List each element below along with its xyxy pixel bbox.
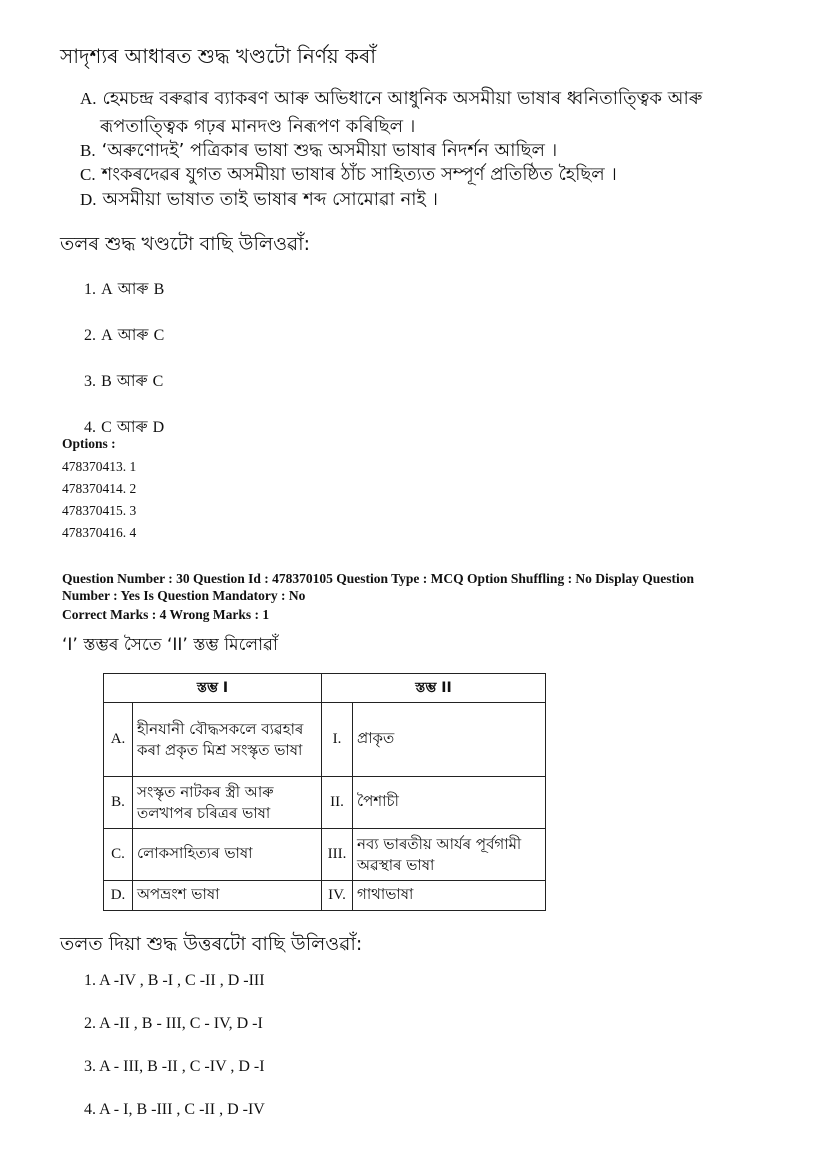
row-value: পৈশাচী [353, 777, 546, 829]
option-item: A [101, 281, 113, 298]
row-key: II. [322, 777, 353, 829]
match-instruction: ‘I’ স্তম্ভৰ সৈতে ‘II’ স্তম্ভ মিলোৱাঁ [62, 635, 278, 655]
statement-a-continuation: ৰূপতাত্ত্বিক গঢ়ৰ মানদণ্ড নিৰূপণ কৰিছিল । [100, 116, 416, 137]
row-key: B. [104, 777, 133, 829]
option-number: 1. [84, 281, 96, 298]
statement-d [80, 187, 780, 212]
statement-label: C. [80, 165, 96, 184]
row-key: D. [104, 881, 133, 911]
statement-label: A. [80, 89, 97, 108]
option-item: A [101, 327, 113, 344]
row-key: C. [104, 829, 133, 881]
option-number: 3. [84, 373, 96, 390]
answer-option-3[interactable]: 3. A - III, B -II , C -IV , D -I [84, 1058, 265, 1075]
statement-c [80, 162, 780, 187]
table-row [104, 777, 546, 829]
table-row [104, 881, 546, 911]
option-conjunction: আৰু [117, 279, 149, 298]
statement-label: B. [80, 141, 96, 160]
option-item: D [152, 419, 165, 436]
statement-text: হেমচন্দ্ৰ বৰুৱাৰ ব্যাকৰণ আৰু অভিধানে আধুনিক অসমীয়া ভাষাৰ ধ্বনিতাত্ত্বিক আৰু [102, 88, 703, 109]
option-item: C [101, 419, 112, 436]
option-item: C [152, 373, 164, 390]
row-value: গাথাভাষা [353, 881, 546, 911]
option-number: 2. [84, 327, 96, 344]
answer-option-3[interactable] [84, 368, 163, 395]
option-conjunction: আৰু [117, 325, 149, 344]
answer-option-2[interactable] [84, 322, 164, 349]
answer-option-4[interactable]: 4. A - I, B -III , C -II , D -IV [84, 1101, 265, 1118]
match-table [103, 673, 546, 911]
answer-option-1[interactable]: 1. A -IV , B -I , C -II , D -III [84, 972, 265, 989]
row-value: লোকসাহিত্যৰ ভাষা [133, 829, 322, 881]
row-value: অপভ্ৰংশ ভাষা [133, 881, 322, 911]
option-id: 478370414. 2 [62, 481, 137, 496]
statement-text: ‘অৰুণোদই’ পত্ৰিকাৰ ভাষা শুদ্ধ অসমীয়া ভাষাৰ নিদৰ্শন আছিল । [101, 140, 558, 161]
column-header: স্তম্ভ II [322, 674, 546, 703]
option-item: B [101, 373, 112, 390]
row-key: A. [104, 703, 133, 777]
row-key: I. [322, 703, 353, 777]
row-key: III. [322, 829, 353, 881]
row-value: নব্য ভাৰতীয় আৰ্যৰ পূৰ্বগামী অৱস্থাৰ ভাষা [353, 829, 546, 881]
row-value: হীনযানী বৌদ্ধসকলে ব্যৱহাৰ কৰা প্ৰকৃত মিশ্ৰ সংস্কৃত ভাষা [133, 703, 322, 777]
marks-line: Correct Marks : 4 Wrong Marks : 1 [62, 607, 270, 622]
table-header-row [104, 674, 546, 703]
options-label: Options : [62, 436, 116, 451]
answer-option-2[interactable]: 2. A -II , B - III, C - IV, D -I [84, 1015, 263, 1032]
table-row [104, 829, 546, 881]
option-item: B [153, 281, 165, 298]
row-value: প্ৰাকৃত [353, 703, 546, 777]
choose-instruction: তলৰ শুদ্ধ খণ্ডটো বাছি উলিওৱাঁ: [60, 233, 311, 255]
option-id: 478370416. 4 [62, 525, 137, 540]
column-header: স্তম্ভ I [104, 674, 322, 703]
statement-b [80, 138, 780, 163]
row-key: IV. [322, 881, 353, 911]
option-conjunction: আৰু [116, 417, 148, 436]
statement-a [80, 86, 780, 111]
question-instruction: সাদৃশ্যৰ আধাৰত শুদ্ধ খণ্ডটো নিৰ্ণয় কৰাঁ [60, 44, 377, 68]
statement-text: শংকৰদেৱৰ যুগত অসমীয়া ভাষাৰ ঠাঁচ সাহিত্যত সম্পূৰ্ণ প্ৰতিষ্ঠিত হৈছিল । [101, 164, 617, 185]
statement-label: D. [80, 190, 97, 209]
option-item: C [153, 327, 165, 344]
option-conjunction: আৰু [116, 371, 148, 390]
question-meta-line: Question Number : 30 Question Id : 478370105 Question Type : MCQ Option Shuffling : No Display Question [62, 571, 694, 586]
answer-option-1[interactable] [84, 276, 164, 303]
question-meta-line: Number : Yes Is Question Mandatory : No [62, 588, 306, 603]
option-id: 478370415. 3 [62, 503, 137, 518]
option-number: 4. [84, 419, 96, 436]
choose-instruction: তলত দিয়া শুদ্ধ উত্তৰটো বাছি উলিওৱাঁ: [60, 933, 363, 955]
option-id: 478370413. 1 [62, 459, 137, 474]
statement-text: অসমীয়া ভাষাত তাই ভাষাৰ শব্দ সোমোৱা নাই । [102, 189, 438, 210]
table-row [104, 703, 546, 777]
row-value: সংস্কৃত নাটকৰ স্ত্ৰী আৰু তলখাপৰ চৰিত্ৰৰ ভাষা [133, 777, 322, 829]
